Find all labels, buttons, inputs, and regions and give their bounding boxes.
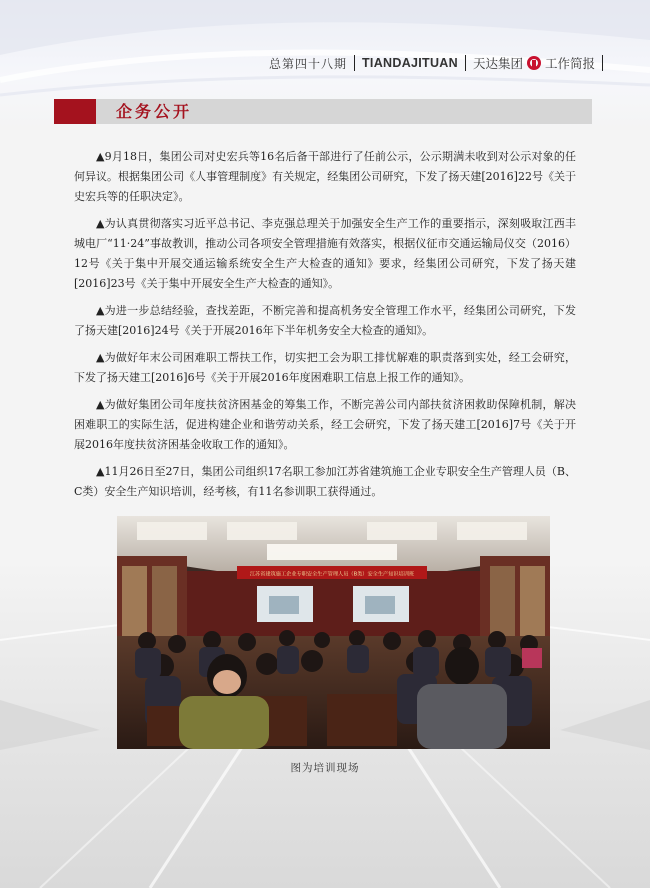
- paragraph: ▲为进一步总结经验，查找差距，不断完善和提高机务安全管理工作水平，经集团公司研究，下发了扬天建[2016]24号《关于开展2016年下半年机务安全大检查的通知》。: [74, 304, 576, 337]
- company-logo-icon: [527, 56, 541, 70]
- publication-name: 工作简报: [544, 56, 595, 71]
- article-body: [74, 147, 576, 509]
- page-header: [269, 54, 610, 72]
- brand-name-cn: 天达集团: [472, 56, 523, 71]
- header-divider: [354, 55, 355, 71]
- section-title: 企务公开: [116, 102, 193, 121]
- section-header-bar: [54, 99, 592, 124]
- header-divider: [465, 55, 466, 71]
- header-divider: [602, 55, 603, 71]
- section-accent-block: [54, 99, 96, 124]
- photo-illustration: [117, 516, 550, 749]
- photo-caption: 图为培训现场: [290, 762, 360, 774]
- training-site-photo: [117, 516, 550, 749]
- paragraph: ▲为做好集团公司年度扶贫济困基金的筹集工作，不断完善公司内部扶贫济困救助保障机制，解决困难职工的实际生活，促进构建企业和谐劳动关系，经工会研究，下发了扬天建工[2016]7号《关于开展2016年度扶贫济困基金收取工作的通知》。: [74, 398, 576, 451]
- photo-banner-text: 江苏省建筑施工企业专职安全生产管理人员（B类）安全生产知识培训班: [249, 571, 415, 578]
- brand-name-en: TIANDAJITUAN: [362, 56, 458, 70]
- paragraph: ▲为认真贯彻落实习近平总书记、李克强总理关于加强安全生产工作的重要指示，深刻吸取江西丰城电厂“11·24”事故教训，推动公司各项安全管理措施有效落实，根据仪征市交通运输局仪交（2016）12号《关于集中开展交通运输系统安全生产大检查的通知》要求，经集团公司研究，下发了扬天建[2016]23号《关于集中开展安全生产大检查的通知》。: [74, 217, 576, 290]
- paragraph: ▲11月26日至27日，集团公司组织17名职工参加江苏省建筑施工企业专职安全生产管理人员（B、C类）安全生产知识培训，经考核，有11名参训职工获得通过。: [74, 465, 576, 498]
- issue-number: 总第四十八期: [268, 56, 347, 71]
- paragraph: ▲为做好年末公司困难职工帮扶工作，切实把工会为职工排忧解难的职责落到实处，经工会研究，下发了扬天建工[2016]6号《关于开展2016年度困难职工信息上报工作的通知》。: [74, 351, 576, 384]
- paragraph: ▲9月18日，集团公司对史宏兵等16名后备干部进行了任前公示，公示期满未收到对公示对象的任何异议。根据集团公司《人事管理制度》有关规定，经集团公司研究，下发了扬天建[2016]22号《关于史宏兵等的任职决定》。: [74, 150, 576, 203]
